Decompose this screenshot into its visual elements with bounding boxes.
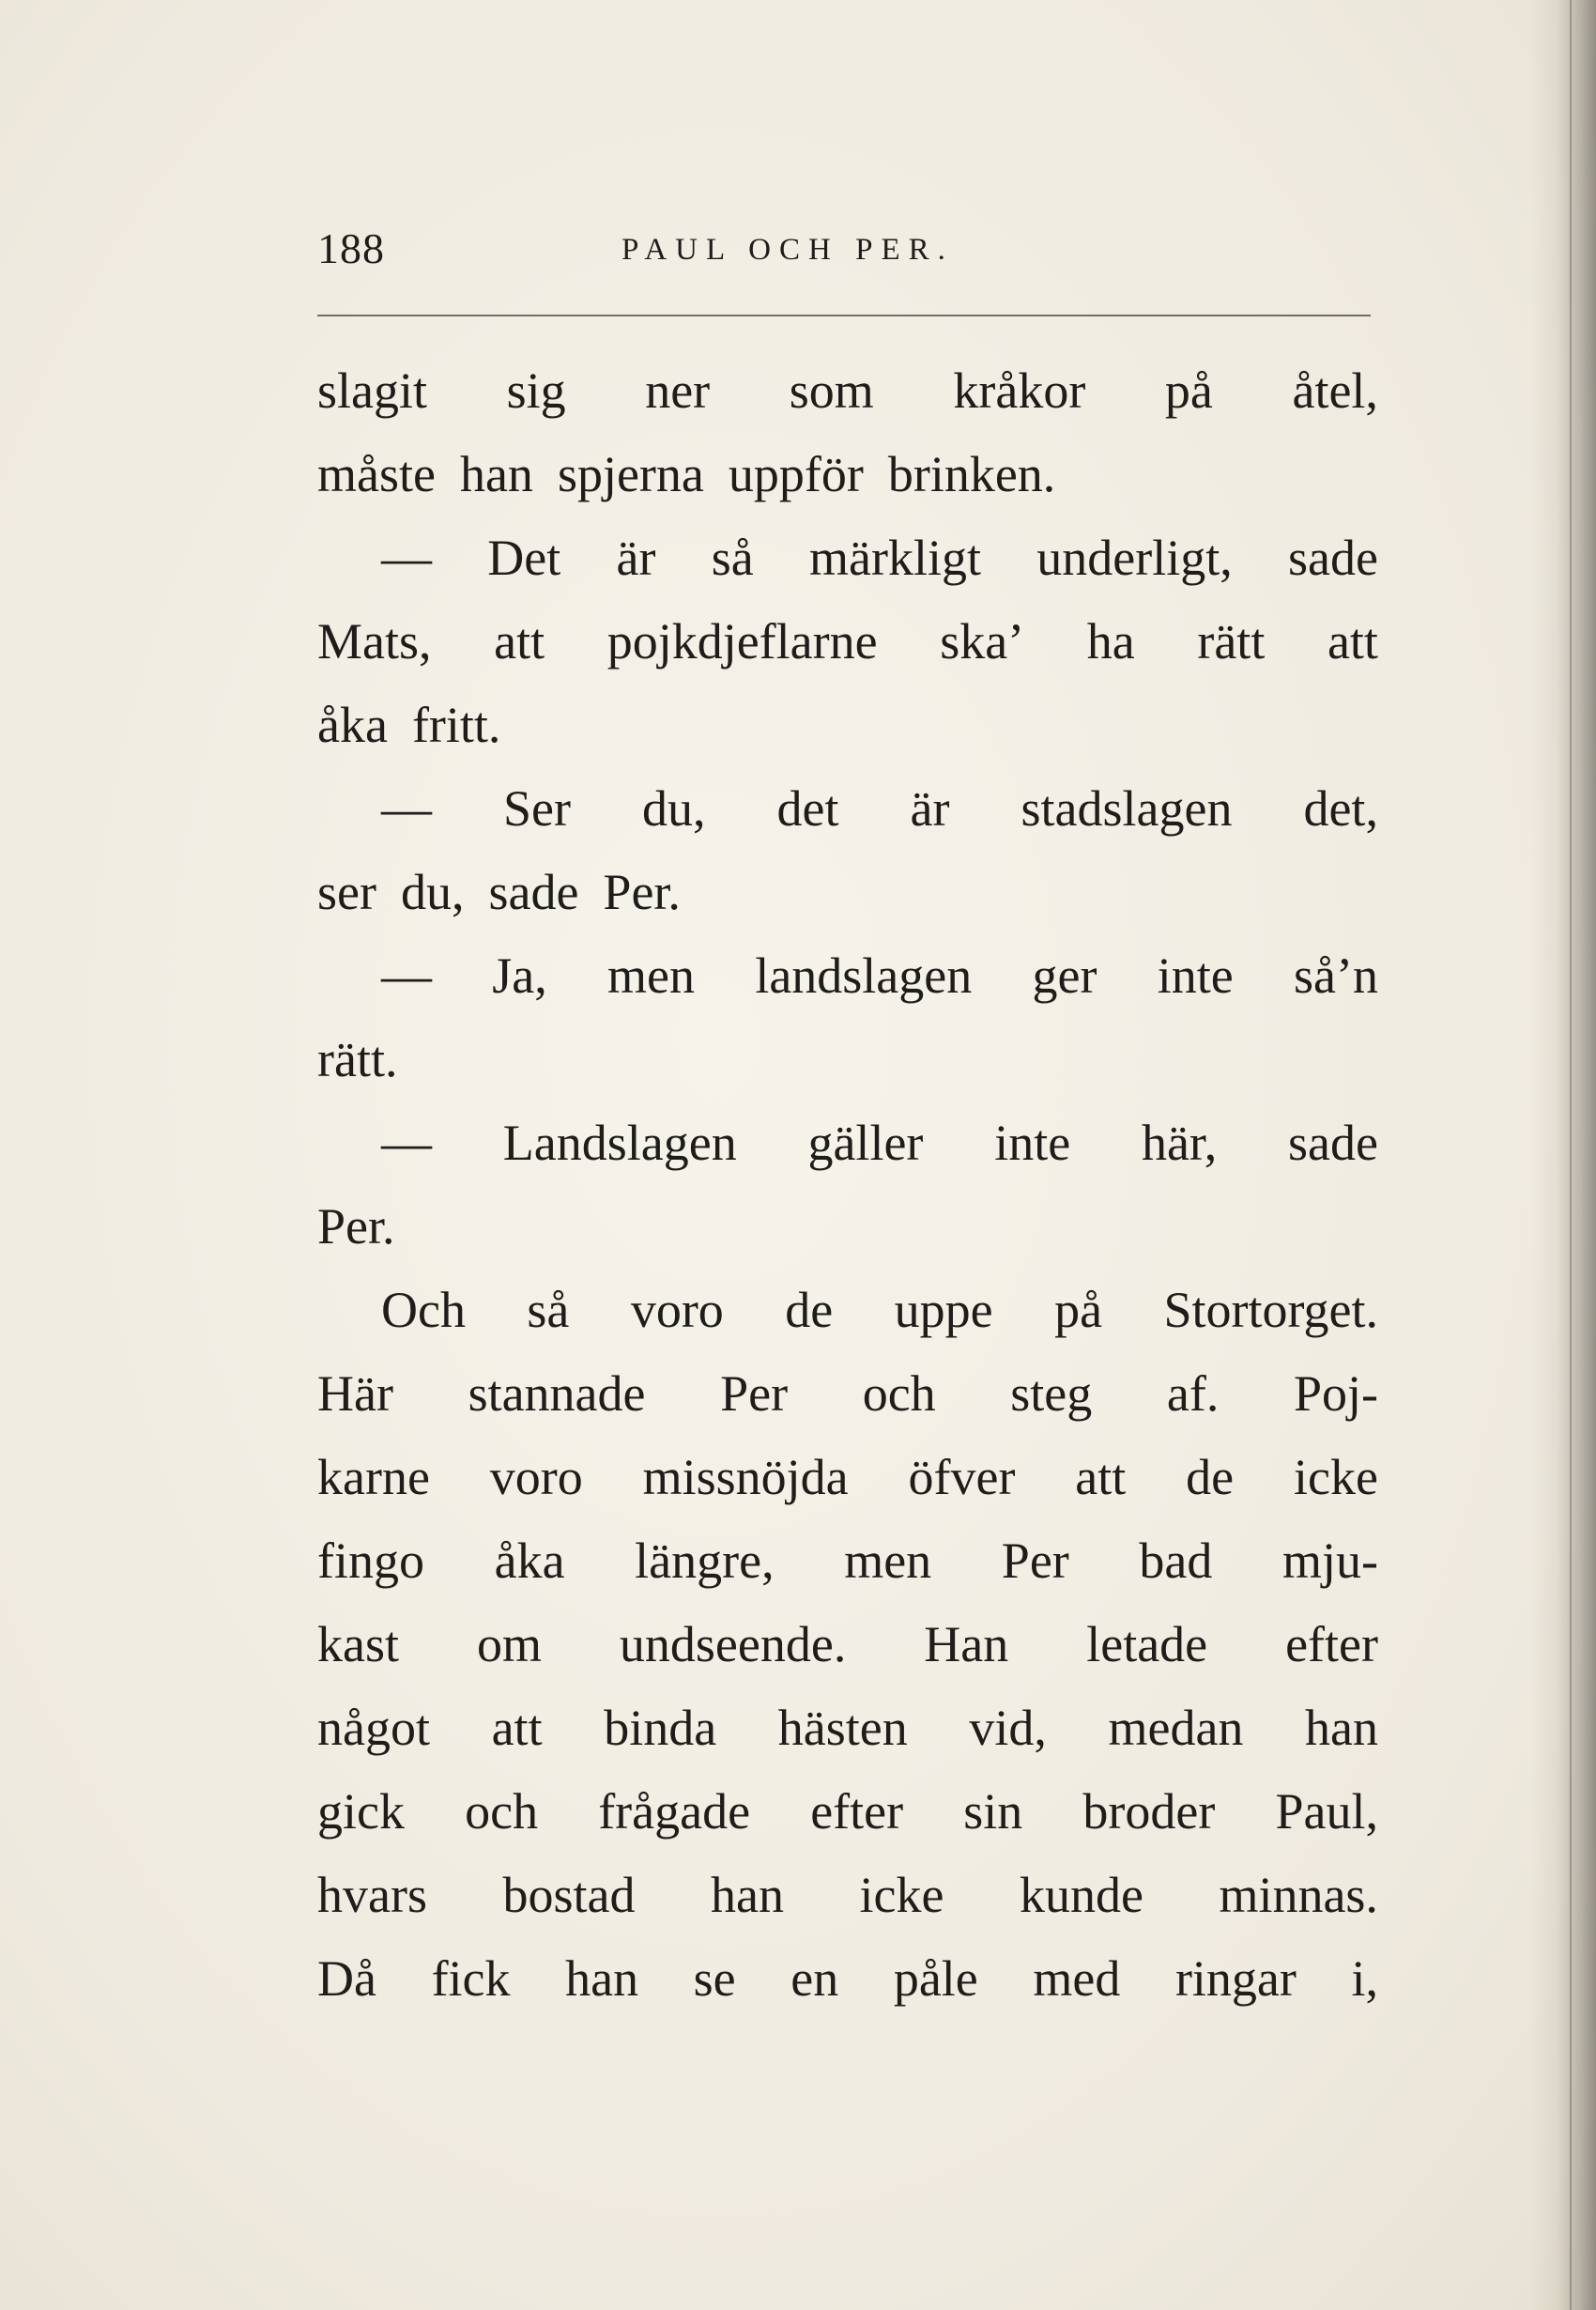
word: att bbox=[494, 613, 545, 670]
word: sig bbox=[506, 362, 566, 419]
word: Landslagen bbox=[502, 1115, 737, 1171]
word: — bbox=[381, 947, 432, 1004]
word: inte bbox=[1157, 947, 1234, 1004]
word: stannade bbox=[468, 1365, 646, 1422]
text-line bbox=[317, 516, 1378, 600]
word: Han bbox=[924, 1616, 1009, 1672]
spine-edge bbox=[1570, 0, 1572, 2310]
word: du, bbox=[642, 780, 706, 837]
word: underligt, bbox=[1036, 530, 1233, 586]
word: är bbox=[616, 530, 656, 586]
word: på bbox=[1054, 1282, 1103, 1338]
word: — bbox=[381, 780, 432, 837]
word: minnas. bbox=[1219, 1867, 1378, 1923]
word: Per. bbox=[317, 1198, 395, 1255]
word: karne bbox=[317, 1449, 430, 1505]
word: efter bbox=[1285, 1616, 1378, 1672]
word: han bbox=[565, 1950, 639, 2007]
text-line bbox=[317, 1436, 1378, 1519]
spine-shadow bbox=[1530, 0, 1596, 2310]
word: hästen bbox=[777, 1700, 908, 1756]
text-line bbox=[317, 600, 1378, 684]
word: och bbox=[862, 1365, 936, 1422]
running-head: PAUL OCH PER. bbox=[622, 233, 954, 267]
word: längre, bbox=[635, 1532, 775, 1589]
word: Ser bbox=[503, 780, 571, 837]
word: broder bbox=[1082, 1783, 1216, 1840]
word: och bbox=[465, 1783, 539, 1840]
text-line bbox=[317, 1269, 1378, 1352]
word: sade bbox=[1288, 530, 1378, 586]
word: letade bbox=[1086, 1616, 1208, 1672]
word: en bbox=[790, 1950, 839, 2007]
word: Per. bbox=[603, 864, 681, 920]
word: — bbox=[381, 1115, 432, 1171]
word: slagit bbox=[317, 362, 427, 419]
word: efter bbox=[810, 1783, 904, 1840]
word: rätt bbox=[1197, 613, 1266, 670]
word: hvars bbox=[317, 1867, 427, 1923]
word: frågade bbox=[598, 1783, 751, 1840]
text-line bbox=[317, 1352, 1378, 1436]
word: ser bbox=[317, 864, 376, 920]
body-text bbox=[317, 349, 1378, 2021]
word: om bbox=[476, 1616, 542, 1672]
text-line bbox=[317, 1854, 1378, 1937]
text-line bbox=[317, 767, 1378, 851]
word: ner bbox=[645, 362, 711, 419]
word: Då bbox=[317, 1950, 376, 2007]
word: det bbox=[776, 780, 839, 837]
word: men bbox=[844, 1532, 932, 1589]
word: sade bbox=[488, 864, 579, 920]
text-line bbox=[317, 1603, 1378, 1686]
word: märkligt bbox=[809, 530, 981, 586]
word: uppe bbox=[894, 1282, 993, 1338]
word: icke bbox=[1293, 1449, 1378, 1505]
word: pojkdjeflarne bbox=[606, 613, 878, 670]
word: fingo bbox=[317, 1532, 424, 1589]
word: af. bbox=[1166, 1365, 1220, 1422]
word: Och bbox=[381, 1282, 466, 1338]
word: voro bbox=[489, 1449, 583, 1505]
word: påle bbox=[893, 1950, 978, 2007]
word: mju- bbox=[1281, 1532, 1378, 1589]
word: se bbox=[693, 1950, 736, 2007]
page-number: 188 bbox=[317, 224, 385, 272]
text-line bbox=[317, 1185, 1378, 1269]
word: missnöjda bbox=[642, 1449, 849, 1505]
word: Ja, bbox=[492, 947, 547, 1004]
word: som bbox=[789, 362, 874, 419]
text-line bbox=[317, 1519, 1378, 1603]
word: Poj- bbox=[1293, 1365, 1378, 1422]
word: åtel, bbox=[1292, 362, 1378, 419]
word: Här bbox=[317, 1365, 393, 1422]
word: Per bbox=[720, 1365, 789, 1422]
word: fritt. bbox=[411, 697, 501, 753]
text-line bbox=[317, 934, 1378, 1018]
word: det, bbox=[1303, 780, 1378, 837]
word: bad bbox=[1139, 1532, 1213, 1589]
word: ha bbox=[1086, 613, 1135, 670]
text-line bbox=[317, 349, 1378, 433]
word: vid, bbox=[969, 1700, 1047, 1756]
word: sin bbox=[963, 1783, 1023, 1840]
word: är bbox=[910, 780, 950, 837]
word: att bbox=[491, 1700, 543, 1756]
word: gäller bbox=[807, 1115, 924, 1171]
text-line bbox=[317, 1018, 1378, 1101]
word: i, bbox=[1351, 1950, 1378, 2007]
word: bostad bbox=[502, 1867, 636, 1923]
word: så bbox=[527, 1282, 570, 1338]
word: spjerna bbox=[557, 446, 704, 502]
word: åka bbox=[494, 1532, 565, 1589]
text-line bbox=[317, 1770, 1378, 1854]
word: Mats, bbox=[317, 613, 432, 670]
word: undseende. bbox=[619, 1616, 847, 1672]
word: rätt. bbox=[317, 1031, 398, 1087]
page-header bbox=[317, 223, 1369, 280]
word: landslagen bbox=[755, 947, 973, 1004]
word: sade bbox=[1288, 1115, 1378, 1171]
word: att bbox=[1075, 1449, 1127, 1505]
word: Per bbox=[1001, 1532, 1069, 1589]
word: steg bbox=[1010, 1365, 1093, 1422]
text-line bbox=[317, 433, 1378, 516]
word: icke bbox=[859, 1867, 944, 1923]
word: kast bbox=[317, 1616, 399, 1672]
word: de bbox=[1186, 1449, 1235, 1505]
header-rule bbox=[317, 315, 1371, 316]
word: uppför bbox=[728, 446, 864, 502]
word: öfver bbox=[908, 1449, 1016, 1505]
word: kråkor bbox=[953, 362, 1086, 419]
word: han bbox=[459, 446, 533, 502]
word: ger bbox=[1032, 947, 1097, 1004]
word: binda bbox=[604, 1700, 717, 1756]
word: så bbox=[711, 530, 754, 586]
text-line bbox=[317, 1937, 1378, 2021]
word: så’n bbox=[1294, 947, 1378, 1004]
word: Det bbox=[487, 530, 561, 586]
word: Stortorget. bbox=[1163, 1282, 1378, 1338]
word: måste bbox=[317, 446, 436, 502]
word: de bbox=[785, 1282, 834, 1338]
word: något bbox=[317, 1700, 430, 1756]
word: åka bbox=[317, 697, 388, 753]
word: medan bbox=[1108, 1700, 1244, 1756]
text-line bbox=[317, 1686, 1378, 1770]
word: voro bbox=[630, 1282, 724, 1338]
word: ska’ bbox=[940, 613, 1025, 670]
word: han bbox=[711, 1867, 784, 1923]
word: han bbox=[1305, 1700, 1378, 1756]
text-line bbox=[317, 1101, 1378, 1185]
word: inte bbox=[994, 1115, 1071, 1171]
word: på bbox=[1164, 362, 1213, 419]
word: med bbox=[1033, 1950, 1121, 2007]
word: stadslagen bbox=[1021, 780, 1233, 837]
word: här, bbox=[1141, 1115, 1218, 1171]
word: gick bbox=[317, 1783, 405, 1840]
word: — bbox=[381, 530, 432, 586]
text-line bbox=[317, 684, 1378, 767]
word: att bbox=[1327, 613, 1378, 670]
word: du, bbox=[400, 864, 465, 920]
word: men bbox=[607, 947, 696, 1004]
word: kunde bbox=[1019, 1867, 1143, 1923]
word: Paul, bbox=[1275, 1783, 1378, 1840]
word: brinken. bbox=[887, 446, 1056, 502]
text-line bbox=[317, 851, 1378, 934]
word: ringar bbox=[1174, 1950, 1297, 2007]
word: fick bbox=[431, 1950, 511, 2007]
